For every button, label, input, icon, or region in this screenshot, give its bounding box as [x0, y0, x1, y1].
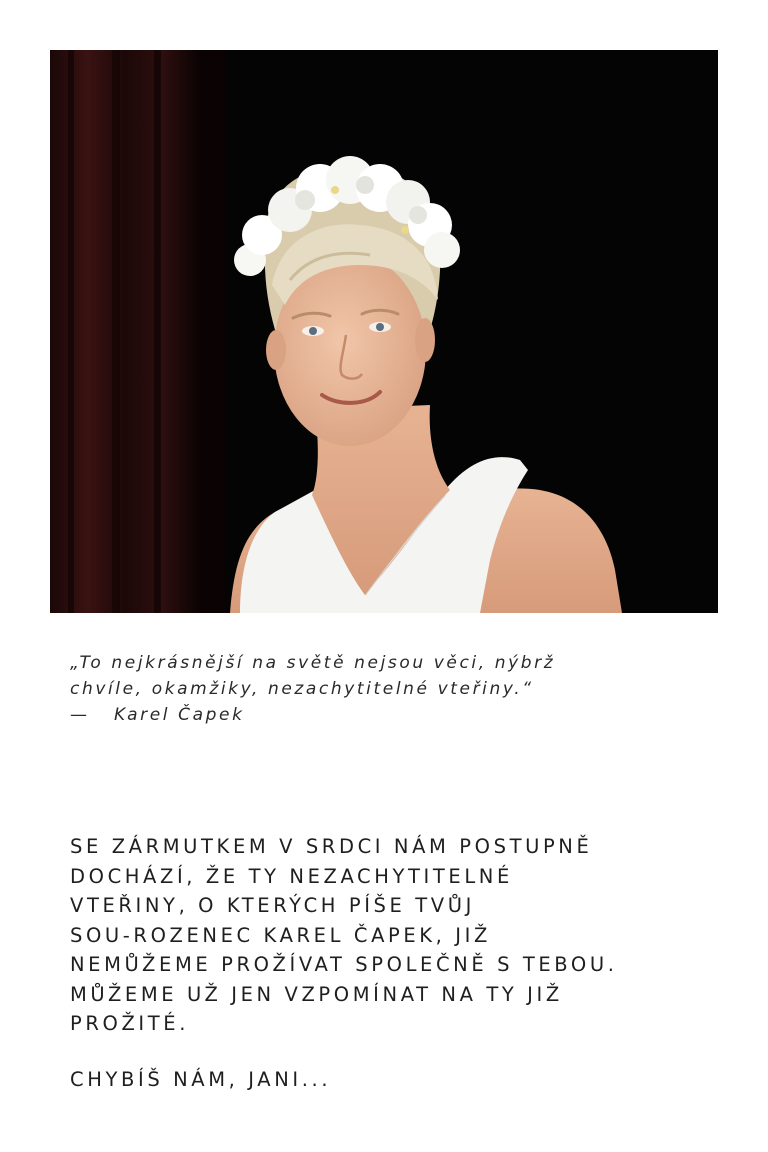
message-line: NEMŮŽEME PROŽÍVAT SPOLEČNĚ S TEBOU.	[70, 953, 618, 976]
quote-dash: —	[70, 705, 90, 725]
message-line: DOCHÁZÍ, ŽE TY NEZACHYTITELNÉ	[70, 864, 513, 888]
message-line: MŮŽEME UŽ JEN VZPOMÍNAT NA TY JIŽ	[70, 982, 563, 1006]
message-line: SOU-ROZENEC KAREL ČAPEK, JIŽ	[70, 923, 491, 947]
portrait-illustration	[50, 50, 718, 613]
quote-line-1: „To nejkrásnější na světě nejsou věci, nýbrž	[70, 653, 556, 673]
closing-line: CHYBÍŠ NÁM, JANI...	[70, 1068, 332, 1091]
quote-author	[70, 702, 710, 728]
message-line: VTEŘINY, O KTERÝCH PÍŠE TVŮJ	[70, 894, 475, 917]
quote-author-name: Karel Čapek	[114, 705, 245, 725]
condolence-message	[70, 832, 730, 1039]
quote-block	[70, 650, 710, 728]
message-line: SE ZÁRMUTKEM V SRDCI NÁM POSTUPNĚ	[70, 835, 593, 858]
quote-line-2: chvíle, okamžiky, nezachytitelné vteřiny.“	[70, 679, 534, 699]
memorial-photo	[50, 50, 718, 613]
message-line: PROŽITÉ.	[70, 1012, 189, 1035]
